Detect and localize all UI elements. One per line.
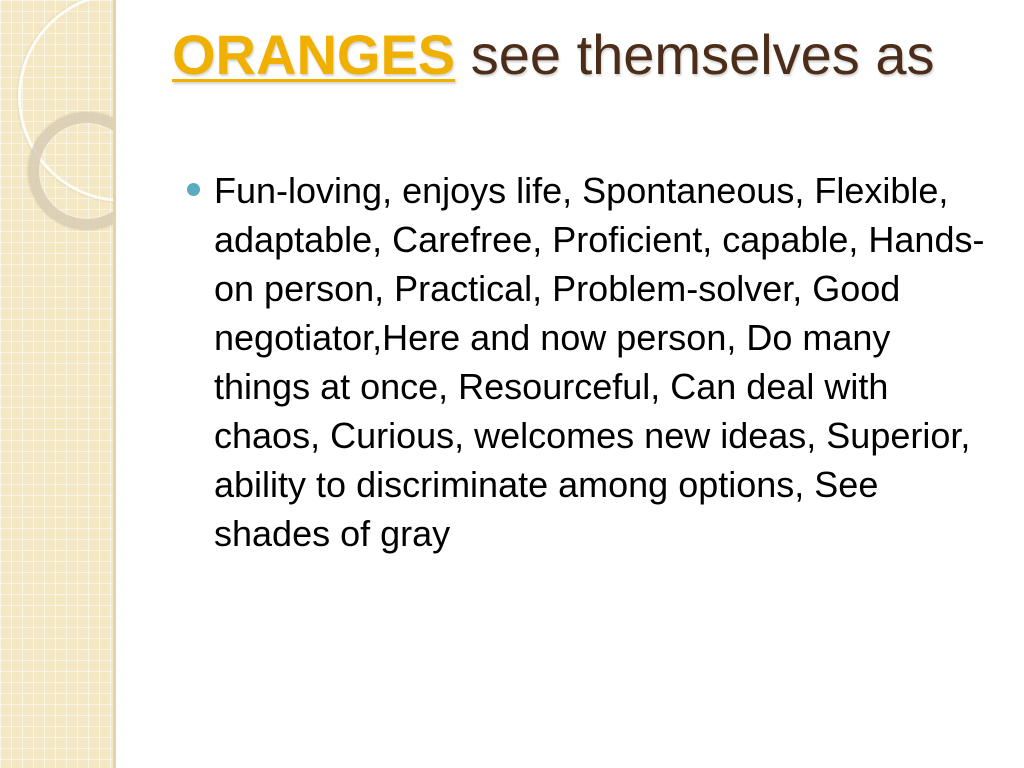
slide-title [172, 24, 972, 86]
title-highlight: ORANGES [172, 23, 456, 86]
bullet-dot-icon [187, 183, 200, 196]
bullet-item [186, 166, 986, 558]
bullet-list [186, 166, 986, 558]
decorative-side-panel [0, 0, 113, 768]
side-panel-edge [113, 0, 116, 768]
bullet-text: Fun-loving, enjoys life, Spontaneous, Flexible, adaptable, Carefree, Proficient, capable, Hands-on person, Practical, Problem-solver, Good negotiator,Here and now person, Do many things at once, Resourceful, Can deal with chaos, Curious, welcomes new ideas, Superior, ability to discriminate among options, See shades of gray [214, 170, 985, 554]
title-rest: see themselves as [470, 23, 935, 86]
